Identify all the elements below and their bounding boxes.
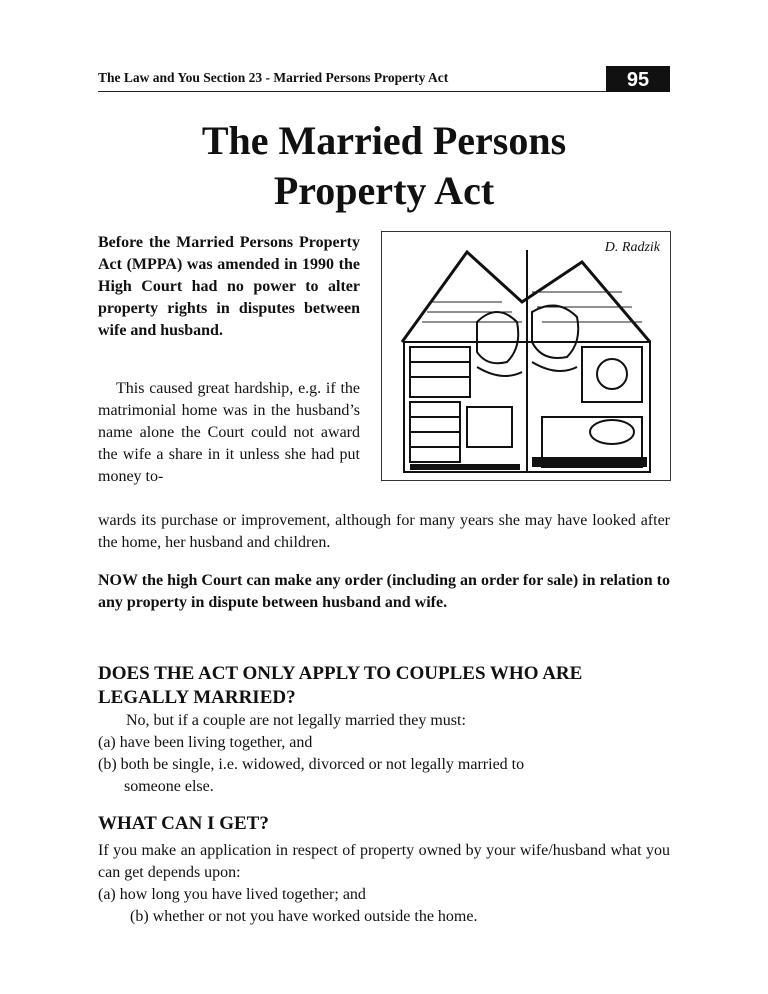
what-can-i-get-item-b: (b) whether or not you have worked outside the home. bbox=[130, 908, 478, 925]
what-can-i-get-item-a: (a) how long you have lived together; and bbox=[98, 886, 366, 903]
illustration-drawing bbox=[382, 232, 672, 482]
what-can-i-get-body: If you make an application in respect of property owned by your wife/husband what you can get depends upon: bbox=[98, 842, 670, 881]
illustration bbox=[381, 231, 671, 481]
section-heading-couples-line-2: LEGALLY MARRIED? bbox=[98, 687, 296, 708]
section-heading-couples-line-1: DOES THE ACT ONLY APPLY TO COUPLES WHO ARE bbox=[98, 663, 583, 684]
now-paragraph: NOW the high Court can make any order (including an order for sale) in relation to any property in dispute between husband and wife. bbox=[98, 572, 670, 611]
page-number: 95 bbox=[606, 66, 670, 92]
hardship-paragraph bbox=[98, 378, 360, 488]
couples-intro: No, but if a couple are not legally married they must: bbox=[126, 712, 466, 729]
page-title-line-1: The Married Persons bbox=[201, 118, 567, 163]
couples-item-a: (a) have been living together, and bbox=[98, 734, 313, 751]
running-header bbox=[98, 66, 670, 94]
hardship-text-part1: This caused great hardship, e.g. if the matrimonial home was in the husband’s name alone the Court could not award the wife a share in it unless she had put money to- bbox=[98, 380, 360, 485]
section-heading-what-can-i-get: WHAT CAN I GET? bbox=[98, 813, 269, 834]
couples-item-b-line-2: someone else. bbox=[124, 778, 214, 795]
couples-item-b-line-1: (b) both be single, i.e. widowed, divorced or not legally married to bbox=[98, 756, 525, 773]
hardship-paragraph-continued: wards its purchase or improvement, although for many years she may have looked after the home, her husband and children. bbox=[98, 512, 670, 551]
page-title-line-2: Property Act bbox=[273, 168, 495, 213]
page-title bbox=[98, 116, 670, 216]
header-rule bbox=[98, 91, 670, 92]
running-title: The Law and You Section 23 - Married Persons Property Act bbox=[98, 70, 449, 85]
intro-paragraph: Before the Married Persons Property Act (MPPA) was amended in 1990 the High Court had no power to alter property rights in disputes between wife and husband. bbox=[98, 234, 360, 339]
section-heading-couples bbox=[98, 662, 670, 710]
illustration-credit: D. Radzik bbox=[604, 240, 660, 255]
